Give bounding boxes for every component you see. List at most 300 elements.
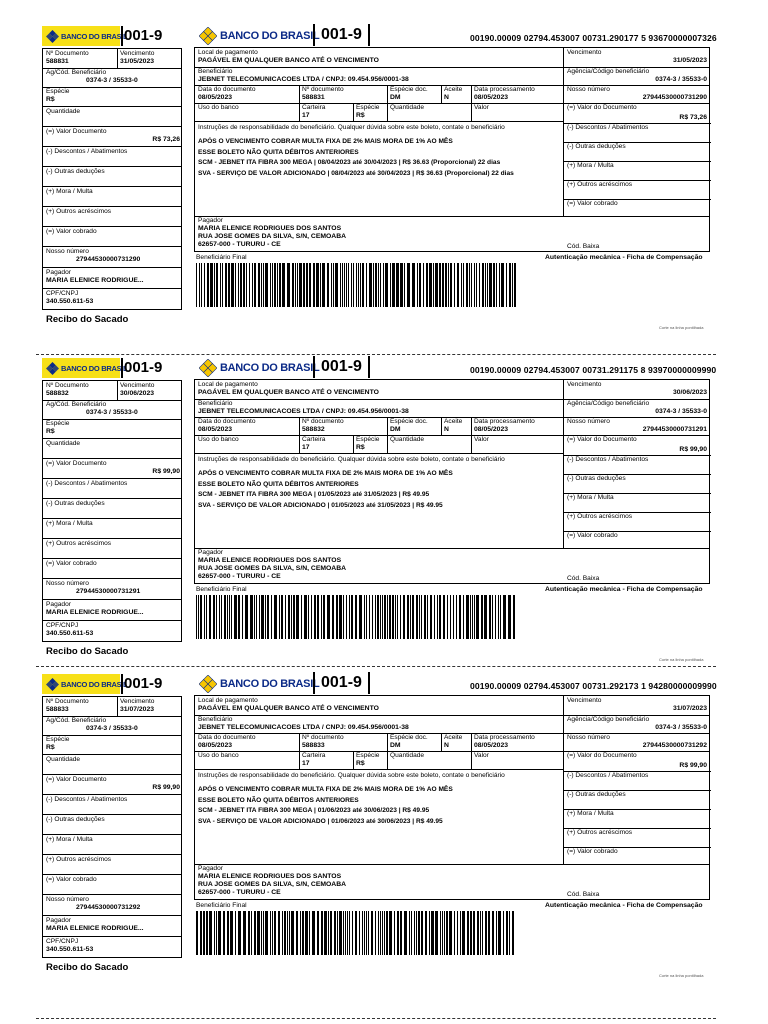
barcode-bar (216, 595, 217, 639)
barcode-bar (386, 911, 388, 955)
barcode-bar (435, 911, 438, 955)
outras-deducoes-label: (-) Outras deduções (46, 500, 105, 507)
barcode-bar (477, 911, 479, 955)
cpf-cnpj-label: CPF/CNPJ (46, 622, 79, 629)
barcode-bar (500, 595, 501, 639)
barcode-bar (487, 263, 488, 307)
outras-deducoes-label: (-) Outras deduções (46, 816, 105, 823)
barcode-bar (337, 911, 338, 955)
barcode-bar (203, 911, 205, 955)
barcode-bar (373, 263, 374, 307)
mora-multa-label: (+) Mora / Multa (567, 810, 614, 817)
valor-cobrado-label: (=) Valor cobrado (567, 200, 618, 207)
bank-logo-small: BANCO DO BRASIL (42, 674, 120, 694)
barcode-bar (509, 911, 510, 955)
barcode-bar (424, 595, 426, 639)
stub-ag-cod: 0374-3 / 35533-0 (86, 77, 138, 84)
agencia-codigo-label: Agência/Código beneficiário (567, 68, 650, 75)
aceite: N (444, 742, 449, 749)
vencimento-label: Vencimento (120, 50, 155, 57)
barcode-bar (435, 263, 438, 307)
barcode-bar (431, 911, 434, 955)
barcode-bar (485, 911, 487, 955)
barcode-bar (485, 263, 486, 307)
barcode-bar (214, 911, 215, 955)
pagador-endereco: RUA JOSE GOMES DA SILVA, S/N, CEMOABA (198, 881, 347, 888)
barcode-bar (416, 911, 417, 955)
instrucao-multa: APÓS O VENCIMENTO COBRAR MULTA FIXA DE 2% MAIS MORA DE 1% AO MÊS (198, 786, 453, 793)
barcode-bar (371, 911, 373, 955)
data-processamento: 08/05/2023 (474, 426, 509, 433)
pagador-nome: MARIA ELENICE RODRIGUES DOS SANTOS (198, 225, 342, 232)
barcode-bar (204, 263, 205, 307)
nosso-numero: 27944530000731292 (642, 742, 707, 749)
barcode-bar (301, 595, 302, 639)
barcode-bar (385, 263, 388, 307)
barcode-bar (463, 263, 464, 307)
bank-logo-icon (46, 362, 59, 375)
data-documento: 08/05/2023 (198, 426, 233, 433)
barcode-bar (240, 263, 242, 307)
barcode-bar (484, 595, 487, 639)
barcode-bar (362, 263, 364, 307)
descontos-label: (-) Descontos / Abatimentos (46, 480, 128, 487)
cut-line (36, 1018, 716, 1019)
bank-logo-icon (199, 27, 217, 45)
barcode-bar (396, 263, 399, 307)
barcode-bar (196, 911, 198, 955)
aceite-label: Aceite (444, 418, 463, 425)
barcode-bar (514, 263, 516, 307)
barcode-bar (387, 595, 388, 639)
barcode-bar (254, 911, 256, 955)
corte-label: Corte na linha pontilhada (659, 325, 704, 330)
barcode-bar (288, 595, 290, 639)
barcode-bar (304, 595, 307, 639)
beneficiario-final-label: Beneficiário Final (196, 586, 247, 593)
barcode-bar (377, 595, 379, 639)
barcode-bar (512, 263, 513, 307)
bank-code-stub: 001-9 (124, 675, 163, 692)
barcode-bar (508, 595, 511, 639)
barcode-bar (430, 595, 432, 639)
barcode-bar (375, 911, 376, 955)
vencimento: 31/05/2023 (672, 57, 707, 64)
aceite: N (444, 94, 449, 101)
barcode-bar (282, 911, 283, 955)
barcode-bar (198, 595, 199, 639)
barcode-bar (482, 263, 484, 307)
barcode[interactable] (196, 595, 518, 639)
barcode-bar (457, 911, 458, 955)
beneficiario: JEBNET TELECOMUNICACOES LTDA / CNPJ: 09.454.956/0001-38 (198, 408, 409, 415)
barcode-bar (206, 911, 208, 955)
pagador-nome: MARIA ELENICE RODRIGUES DOS SANTOS (198, 557, 342, 564)
barcode-bar (470, 595, 471, 639)
barcode-bar (440, 911, 441, 955)
especie-label: Espécie (46, 736, 70, 743)
barcode-bar (209, 911, 212, 955)
barcode-bar (200, 595, 202, 639)
especie-main-label: Espécie (356, 104, 380, 111)
carteira: 17 (302, 112, 310, 119)
barcode-bar (417, 263, 418, 307)
pagador-nome: MARIA ELENICE RODRIGUES DOS SANTOS (198, 873, 342, 880)
bank-code-stub: 001-9 (124, 359, 163, 376)
barcode-bar (221, 595, 222, 639)
stub-pagador: MARIA ELENICE RODRIGUE... (46, 609, 144, 616)
boleto-slip (0, 356, 768, 674)
barcode-bar (295, 263, 296, 307)
descontos-label: (-) Descontos / Abatimentos (46, 148, 128, 155)
carteira: 17 (302, 760, 310, 767)
stub-especie: R$ (46, 96, 55, 103)
bank-logo: BANCO DO BRASIL (195, 356, 312, 380)
descontos-label: (-) Descontos / Abatimentos (567, 124, 649, 131)
barcode-bar (231, 263, 234, 307)
barcode-bar (279, 263, 281, 307)
barcode-bar (335, 263, 338, 307)
barcode-bar (394, 911, 395, 955)
barcode-bar (308, 595, 309, 639)
barcode-bar (355, 911, 357, 955)
barcode-bar (296, 595, 299, 639)
barcode-bar (343, 595, 344, 639)
especie-label: Espécie (46, 420, 70, 427)
barcode-bar (235, 263, 236, 307)
barcode[interactable] (196, 263, 518, 307)
outras-deducoes-label: (-) Outras deduções (567, 791, 626, 798)
especie: R$ (356, 760, 365, 767)
pagador-label: Pagador (46, 269, 71, 276)
vencimento-label: Vencimento (120, 382, 155, 389)
linha-digitavel[interactable]: 00190.00009 02794.453007 00731.291175 8 93970000009990 (470, 365, 717, 375)
especie-main-label: Espécie (356, 752, 380, 759)
barcode-bar (257, 911, 260, 955)
barcode-bar (512, 911, 514, 955)
barcode-bar (263, 263, 264, 307)
beneficiario: JEBNET TELECOMUNICACOES LTDA / CNPJ: 09.454.956/0001-38 (198, 724, 409, 731)
barcode-bar (287, 263, 290, 307)
barcode-bar (200, 911, 202, 955)
data-processamento: 08/05/2023 (474, 742, 509, 749)
barcode-bar (207, 263, 209, 307)
barcode-bar (348, 263, 349, 307)
barcode-bar (390, 263, 391, 307)
barcode-bar (470, 911, 472, 955)
barcode-bar (331, 263, 332, 307)
barcode-bar (242, 595, 243, 639)
outros-acrescimos-label: (+) Outros acréscimos (567, 181, 633, 188)
barcode-bar (380, 263, 381, 307)
barcode-bar (466, 595, 469, 639)
barcode-bar (306, 263, 308, 307)
descontos-label: (-) Descontos / Abatimentos (46, 796, 128, 803)
barcode-bar (471, 263, 472, 307)
barcode-bar (235, 911, 236, 955)
barcode-bar (375, 263, 377, 307)
barcode-bar (462, 911, 465, 955)
barcode-bar (474, 263, 475, 307)
barcode-bar (340, 263, 341, 307)
especie-label: Espécie (46, 88, 70, 95)
local-pagamento-label: Local de pagamento (198, 381, 258, 388)
barcode-bar (412, 263, 415, 307)
barcode-bar (246, 263, 247, 307)
instrucoes-label: Instruções de responsabilidade do beneficiário. Qualquer dúvida sobre este boleto, contate o beneficiário (198, 772, 505, 779)
ag-cod-label: Ag/Cód. Beneficiário (46, 69, 107, 76)
valor-do-documento-label: (=) Valor do Documento (567, 104, 637, 111)
barcode-bar (437, 595, 438, 639)
barcode-bar (336, 595, 338, 639)
barcode-bar (503, 911, 504, 955)
barcode[interactable] (196, 911, 518, 955)
mora-multa-label: (+) Mora / Multa (567, 162, 614, 169)
barcode-bar (481, 595, 483, 639)
barcode-bar (351, 595, 353, 639)
barcode-bar (442, 911, 443, 955)
barcode-bar (359, 911, 360, 955)
barcode-bar (199, 263, 200, 307)
ficha-compensacao (194, 47, 710, 252)
quantidade-label: Quantidade (46, 440, 81, 447)
barcode-bar (466, 263, 468, 307)
barcode-bar (476, 263, 477, 307)
bank-code: 001-9 (313, 672, 370, 694)
valor-cobrado-label: (=) Valor cobrado (567, 532, 618, 539)
barcode-bar (473, 911, 475, 955)
barcode-bar (320, 263, 321, 307)
uso-banco-label: Uso do banco (198, 752, 239, 759)
cut-line (36, 666, 716, 667)
valor-documento: R$ 73,26 (679, 114, 707, 121)
especie-doc-label: Espécie doc. (390, 86, 428, 93)
barcode-bar (349, 911, 350, 955)
barcode-bar (353, 263, 354, 307)
barcode-bar (439, 263, 441, 307)
barcode-bar (433, 263, 434, 307)
nosso-numero-label: Nosso número (567, 418, 610, 425)
barcode-bar (384, 595, 386, 639)
barcode-bar (407, 595, 409, 639)
barcode-bar (219, 595, 220, 639)
barcode-bar (395, 595, 396, 639)
data-documento-label: Data do documento (198, 418, 256, 425)
barcode-bar (443, 595, 445, 639)
mora-multa-label: (+) Mora / Multa (567, 494, 614, 501)
barcode-bar (489, 263, 492, 307)
barcode-bar (213, 595, 215, 639)
barcode-bar (284, 911, 286, 955)
stub-ag-cod: 0374-3 / 35533-0 (86, 725, 138, 732)
beneficiario-final-label: Beneficiário Final (196, 254, 247, 261)
stub-valor-documento: R$ 99,90 (152, 784, 180, 791)
barcode-bar (404, 911, 407, 955)
barcode-bar (243, 263, 245, 307)
vencimento-label: Vencimento (567, 697, 602, 704)
stub-nosso-numero: 27944530000731290 (76, 256, 141, 263)
barcode-bar (321, 911, 323, 955)
mora-multa-label: (+) Mora / Multa (46, 520, 93, 527)
barcode-bar (383, 263, 384, 307)
barcode-bar (407, 263, 410, 307)
nosso-numero-label: Nosso número (567, 86, 610, 93)
stub-ag-cod: 0374-3 / 35533-0 (86, 409, 138, 416)
barcode-bar (352, 911, 353, 955)
instrucoes-label: Instruções de responsabilidade do beneficiário. Qualquer dúvida sobre este boleto, contate o beneficiário (198, 124, 505, 131)
barcode-bar (279, 595, 280, 639)
barcode-bar (238, 911, 241, 955)
barcode-bar (316, 263, 319, 307)
barcode-bar (277, 263, 278, 307)
cpf-cnpj-label: CPF/CNPJ (46, 290, 79, 297)
barcode-bar (493, 263, 495, 307)
barcode-bar (261, 911, 262, 955)
barcode-bar (333, 263, 334, 307)
barcode-bar (403, 595, 405, 639)
data-processamento-label: Data processamento (474, 86, 535, 93)
barcode-bar (476, 595, 479, 639)
barcode-bar (224, 595, 226, 639)
barcode-bar (299, 263, 302, 307)
instrucao-multa: APÓS O VENCIMENTO COBRAR MULTA FIXA DE 2% MAIS MORA DE 1% AO MÊS (198, 138, 453, 145)
barcode-bar (369, 595, 370, 639)
barcode-bar (418, 911, 420, 955)
barcode-bar (252, 263, 253, 307)
barcode-bar (463, 595, 464, 639)
barcode-bar (400, 263, 403, 307)
valor-label: Valor (474, 752, 489, 759)
barcode-bar (332, 595, 334, 639)
barcode-bar (501, 263, 504, 307)
especie-doc: DM (390, 94, 401, 101)
nosso-numero-label: Nosso número (567, 734, 610, 741)
valor-documento-label: (=) Valor Documento (46, 776, 107, 783)
barcode-bar (412, 595, 414, 639)
barcode-bar (291, 595, 292, 639)
recibo-sacado: Recibo do Sacado (46, 646, 129, 657)
bank-logo-small: BANCO DO BRASIL (42, 26, 120, 46)
cut-line (36, 354, 716, 355)
agencia-codigo: 0374-3 / 35533-0 (655, 408, 707, 415)
barcode-bar (254, 595, 255, 639)
vencimento-label: Vencimento (567, 381, 602, 388)
barcode-bar (498, 911, 501, 955)
barcode-bar (227, 911, 229, 955)
agencia-codigo-label: Agência/Código beneficiário (567, 716, 650, 723)
barcode-bar (238, 595, 240, 639)
barcode-bar (416, 595, 418, 639)
barcode-bar (314, 595, 316, 639)
barcode-bar (291, 911, 294, 955)
barcode-bar (258, 263, 260, 307)
instrucao-sva: SVA - SERVIÇO DE VALOR ADICIONADO | 01/06/2023 até 30/06/2023 | R$ 49.95 (198, 817, 443, 825)
barcode-bar (270, 263, 271, 307)
beneficiario-label: Beneficiário (198, 68, 233, 75)
barcode-bar (506, 911, 508, 955)
barcode-bar (313, 263, 315, 307)
numero-documento: 588831 (302, 94, 325, 101)
barcode-bar (343, 911, 344, 955)
valor-cobrado-label: (=) Valor cobrado (46, 228, 97, 235)
mora-multa-label: (+) Mora / Multa (46, 188, 93, 195)
data-documento: 08/05/2023 (198, 742, 233, 749)
nosso-numero-label: Nosso número (46, 248, 89, 255)
barcode-bar (467, 911, 469, 955)
corte-label: Corte na linha pontilhada (659, 973, 704, 978)
vencimento-label: Vencimento (567, 49, 602, 56)
beneficiario-final-label: Beneficiário Final (196, 902, 247, 909)
barcode-bar (289, 911, 290, 955)
local-pagamento: PAGÁVEL EM QUALQUER BANCO ATÉ O VENCIMENTO (198, 57, 379, 64)
barcode-bar (220, 263, 221, 307)
barcode-bar (368, 911, 369, 955)
stub-pagador: MARIA ELENICE RODRIGUE... (46, 925, 144, 932)
quantidade-label: Quantidade (46, 756, 81, 763)
vencimento-label: Vencimento (120, 698, 155, 705)
linha-digitavel[interactable]: 00190.00009 02794.453007 00731.292173 1 94280000009990 (470, 681, 717, 691)
bank-code: 001-9 (313, 356, 370, 378)
outros-acrescimos-label: (+) Outros acréscimos (46, 208, 112, 215)
valor-label: Valor (474, 436, 489, 443)
barcode-bar (305, 911, 308, 955)
especie-doc-label: Espécie doc. (390, 734, 428, 741)
barcode-bar (346, 263, 347, 307)
pagador-label: Pagador (46, 917, 71, 924)
barcode-bar (492, 911, 494, 955)
valor-documento-label: (=) Valor Documento (46, 128, 107, 135)
barcode-bar (249, 263, 250, 307)
uso-banco-label: Uso do banco (198, 104, 239, 111)
beneficiario-label: Beneficiário (198, 716, 233, 723)
valor-documento: R$ 99,90 (679, 446, 707, 453)
data-processamento-label: Data processamento (474, 734, 535, 741)
barcode-bar (297, 263, 298, 307)
barcode-bar (278, 911, 280, 955)
barcode-bar (453, 595, 454, 639)
ficha-compensacao (194, 379, 710, 584)
barcode-bar (506, 263, 507, 307)
outros-acrescimos-label: (+) Outros acréscimos (46, 856, 112, 863)
barcode-bar (322, 263, 325, 307)
barcode-bar (261, 263, 262, 307)
barcode-bar (442, 263, 444, 307)
stub-receipt (42, 696, 182, 958)
barcode-bar (270, 911, 271, 955)
barcode-bar (450, 263, 452, 307)
barcode-bar (375, 595, 376, 639)
barcode-bar (389, 911, 392, 955)
stub-vencimento: 30/06/2023 (120, 390, 155, 397)
barcode-bar (210, 263, 213, 307)
quantidade-main-label: Quantidade (390, 752, 425, 759)
stub-pagador: MARIA ELENICE RODRIGUE... (46, 277, 144, 284)
barcode-bar (282, 263, 285, 307)
barcode-bar (446, 911, 448, 955)
nosso-numero: 27944530000731291 (642, 426, 707, 433)
data-processamento-label: Data processamento (474, 418, 535, 425)
barcode-bar (214, 263, 215, 307)
barcode-bar (460, 911, 461, 955)
barcode-bar (321, 595, 322, 639)
beneficiario-label: Beneficiário (198, 400, 233, 407)
linha-digitavel[interactable]: 00190.00009 02794.453007 00731.290177 5 93670000007326 (470, 33, 717, 43)
barcode-bar (324, 911, 327, 955)
barcode-bar (265, 911, 268, 955)
bank-code: 001-9 (313, 24, 370, 46)
barcode-bar (196, 595, 197, 639)
stub-numero-documento: 588832 (46, 390, 69, 397)
